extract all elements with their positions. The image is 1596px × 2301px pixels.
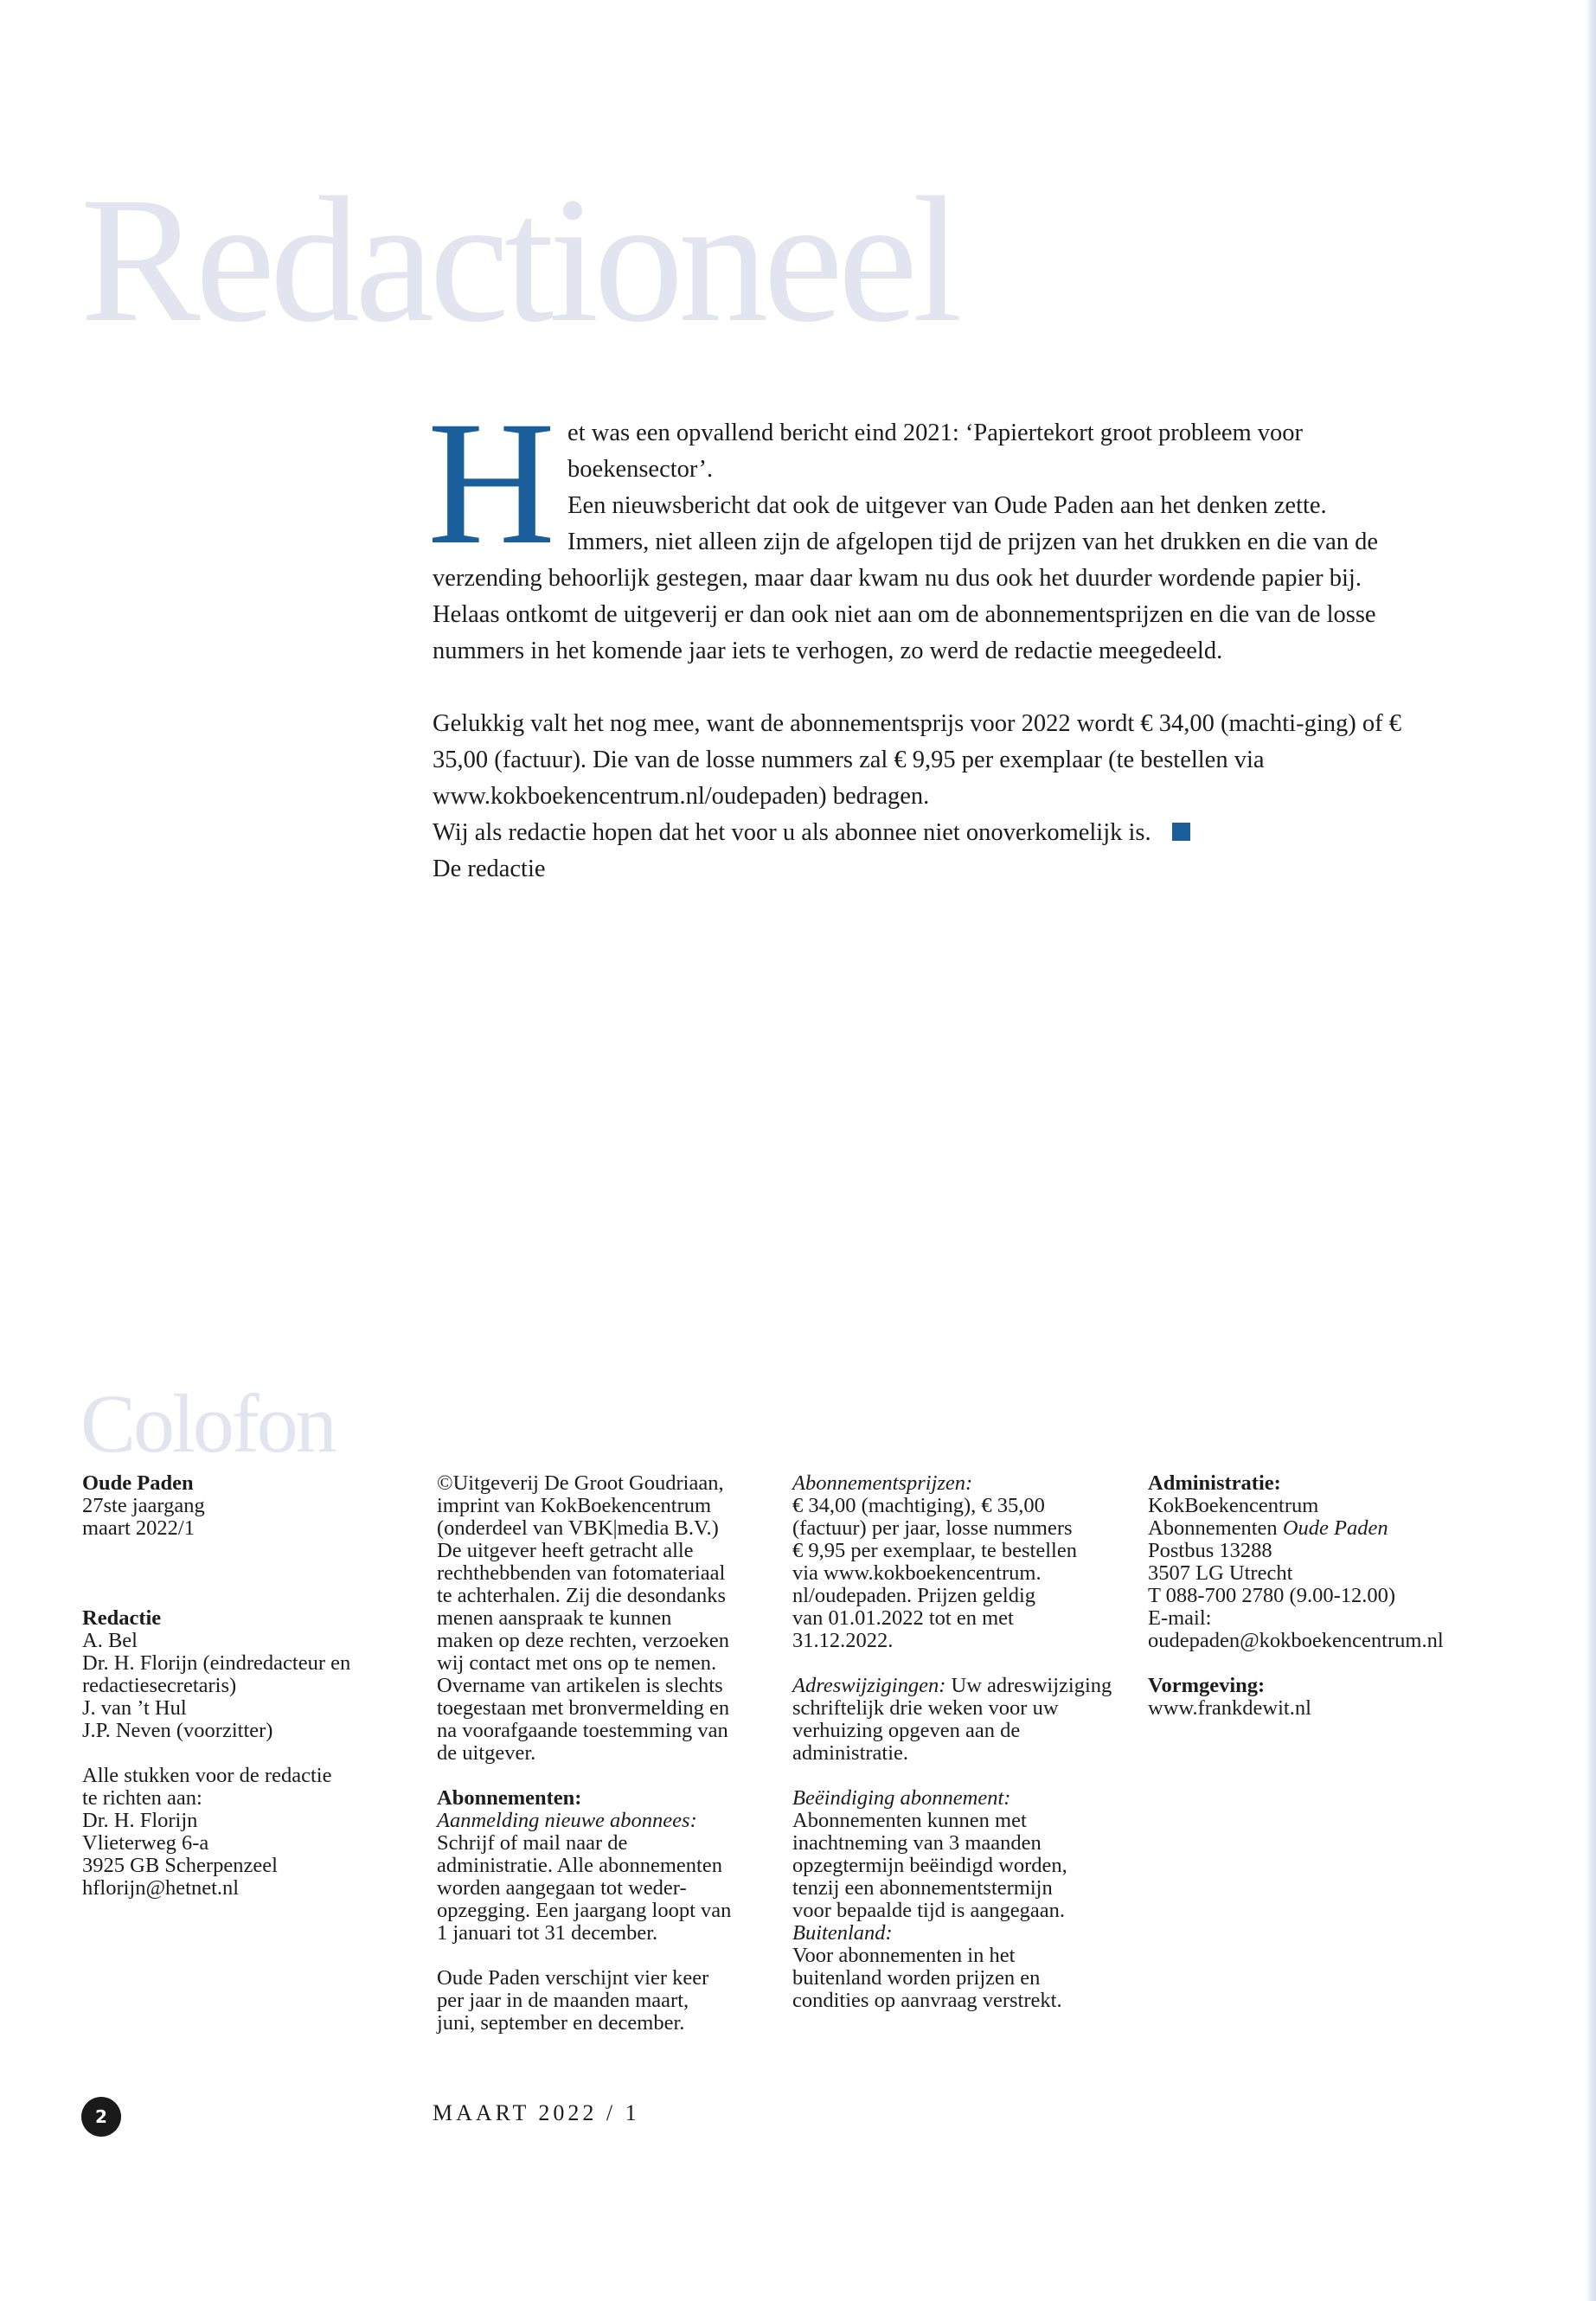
copyright-line: De uitgever heeft getracht alle bbox=[437, 1539, 694, 1562]
article-signature: De redactie bbox=[433, 856, 546, 882]
colofon-column-2 bbox=[437, 1472, 783, 2035]
frequency-line: per jaar in de maanden maart, bbox=[437, 1989, 689, 2012]
magazine-name: Oude Paden bbox=[82, 1471, 194, 1495]
article-paragraph-3: Immers, niet alleen zijn de afgelopen tijd de prijzen van het drukken en die van de verzending behoorlijk gestegen, maar daar kwam nu dus ook het duurder wordende papier bij. bbox=[433, 529, 1379, 592]
page-number-badge: 2 bbox=[81, 2097, 121, 2137]
copyright-line: menen aanspraak te kunnen bbox=[437, 1606, 672, 1630]
buitenland-label: Buitenland: bbox=[792, 1921, 893, 1945]
redactie-member: redactiesecretaris) bbox=[82, 1674, 237, 1697]
issue-label: MAART 2022 / 1 bbox=[433, 2100, 640, 2125]
beeindiging-line: tenzij een abonnementstermijn bbox=[792, 1876, 1053, 1900]
redactie-heading: Redactie bbox=[82, 1606, 162, 1630]
article-paragraph-4: Helaas ontkomt de uitgeverij er dan ook niet aan om de abonnementsprijzen en die van de losse nummers in het komende jaar iets te verhogen, zo werd de redactie meegedeeld. bbox=[433, 601, 1376, 664]
administratie-heading: Administratie: bbox=[1148, 1471, 1281, 1495]
adreswijziging-line: verhuizing opgeven aan de bbox=[792, 1719, 1021, 1742]
prijzen-line: € 34,00 (machtiging), € 35,00 bbox=[792, 1494, 1045, 1517]
prijzen-line: nl/oudepaden. Prijzen geldig bbox=[792, 1584, 1035, 1607]
address-line: Dr. H. Florijn bbox=[82, 1809, 198, 1832]
aanmelding-line: administratie. Alle abonnementen bbox=[437, 1854, 722, 1877]
volume: 27ste jaargang bbox=[82, 1494, 205, 1517]
frequency-line: juni, september en december. bbox=[437, 2011, 685, 2035]
adreswijziging-first: Uw adreswijziging bbox=[945, 1674, 1112, 1697]
colofon-title: Colofon bbox=[80, 1377, 335, 1470]
adreswijziging-line: administratie. bbox=[792, 1741, 909, 1765]
beeindiging-line: voor bepaalde tijd is aangegaan. bbox=[792, 1899, 1065, 1922]
article-paragraph-6-text: Wij als redactie hopen dat het voor u als abonnee niet onoverkomelijk is. bbox=[433, 819, 1151, 846]
admin-phone: T 088-700 2780 (9.00-12.00) bbox=[1148, 1584, 1396, 1607]
admin-city: 3507 LG Utrecht bbox=[1148, 1561, 1293, 1585]
end-mark-icon bbox=[1172, 823, 1190, 841]
copyright-line: toegestaan met bronvermelding en bbox=[437, 1696, 730, 1720]
address-line: Vlieterweg 6-a bbox=[82, 1831, 209, 1855]
address-line: 3925 GB Scherpenzeel bbox=[82, 1854, 278, 1877]
adreswijziging-label: Adreswijzigingen: bbox=[792, 1674, 946, 1697]
prijzen-line: € 9,95 per exemplaar, te bestellen bbox=[792, 1539, 1077, 1562]
copyright-line: Overname van artikelen is slechts bbox=[437, 1674, 723, 1697]
vormgeving-heading: Vormgeving: bbox=[1148, 1674, 1266, 1697]
copyright-line: te achterhalen. Zij die desondanks bbox=[437, 1584, 727, 1607]
prijzen-line: via www.kokboekencentrum. bbox=[792, 1561, 1042, 1585]
issue-date: maart 2022/1 bbox=[82, 1516, 195, 1540]
aanmelding-label: Aanmelding nieuwe abonnees: bbox=[437, 1809, 697, 1832]
vormgeving-website: www.frankdewit.nl bbox=[1148, 1696, 1311, 1720]
article-paragraph-6 bbox=[433, 815, 1453, 851]
page-edge-decoration bbox=[1586, 0, 1596, 2301]
beeindiging-line: inachtneming van 3 maanden bbox=[792, 1831, 1042, 1855]
copyright-line: (onderdeel van VBK|media B.V.) bbox=[437, 1516, 719, 1540]
buitenland-line: buitenland worden prijzen en bbox=[792, 1966, 1041, 1990]
address-line: Alle stukken voor de redactie bbox=[82, 1764, 332, 1787]
abonnementen-heading: Abonnementen: bbox=[437, 1786, 582, 1810]
page-title: Redactioneel bbox=[80, 160, 958, 359]
redactie-member: Dr. H. Florijn (eindredacteur en bbox=[82, 1651, 351, 1675]
aanmelding-line: Schrijf of mail naar de bbox=[437, 1831, 628, 1855]
admin-org: KokBoekencentrum bbox=[1148, 1494, 1319, 1517]
buitenland-line: Voor abonnementen in het bbox=[792, 1944, 1016, 1967]
copyright-line: na voorafgaande toestemming van bbox=[437, 1719, 728, 1742]
admin-email-label: E-mail: bbox=[1148, 1606, 1212, 1630]
prijzen-line: (factuur) per jaar, losse nummers bbox=[792, 1516, 1073, 1540]
copyright-line: maken op deze rechten, verzoeken bbox=[437, 1629, 730, 1652]
redactie-member: A. Bel bbox=[82, 1629, 138, 1652]
colofon-column-1 bbox=[82, 1472, 428, 1900]
redactie-member: J. van ’t Hul bbox=[82, 1696, 187, 1720]
admin-email: oudepaden@kokboekencentrum.nl bbox=[1148, 1629, 1444, 1652]
article-paragraph-5: Gelukkig valt het nog mee, want de abonnementsprijs voor 2022 wordt € 34,00 (machti-ging) of € 35,00 (factuur). Die van de losse nummers zal € 9,95 per exemplaar (te bestellen via www.kokboekencentrum.nl/oudepaden) bedragen. bbox=[433, 710, 1401, 810]
editorial-article bbox=[427, 385, 1453, 888]
beeindiging-label: Beëindiging abonnement: bbox=[792, 1786, 1011, 1810]
colofon-column-4 bbox=[1148, 1472, 1511, 1720]
adreswijziging-line bbox=[792, 1675, 1138, 1697]
article-paragraph-2: Een nieuwsbericht dat ook de uitgever van Oude Paden aan het denken zette. bbox=[567, 492, 1327, 519]
prijzen-line: 31.12.2022. bbox=[792, 1629, 894, 1652]
admin-abon-name: Oude Paden bbox=[1282, 1516, 1388, 1540]
adreswijziging-line: schriftelijk drie weken voor uw bbox=[792, 1696, 1059, 1720]
address-line: te richten aan: bbox=[82, 1786, 202, 1810]
admin-abonnementen bbox=[1148, 1517, 1511, 1540]
drop-cap: H bbox=[427, 385, 556, 581]
copyright-line: de uitgever. bbox=[437, 1741, 536, 1765]
copyright-line: ©Uitgeverij De Groot Goudriaan, bbox=[437, 1471, 724, 1495]
copyright-line: imprint van KokBoekencentrum bbox=[437, 1494, 712, 1517]
aanmelding-line: worden aangegaan tot weder- bbox=[437, 1876, 687, 1900]
redactie-email: hflorijn@hetnet.nl bbox=[82, 1876, 240, 1900]
aanmelding-line: 1 januari tot 31 december. bbox=[437, 1921, 658, 1945]
admin-abon-prefix: Abonnementen bbox=[1148, 1516, 1283, 1540]
prijzen-line: van 01.01.2022 tot en met bbox=[792, 1606, 1014, 1630]
aanmelding-line: opzegging. Een jaargang loopt van bbox=[437, 1899, 732, 1922]
admin-postbus: Postbus 13288 bbox=[1148, 1539, 1272, 1562]
colofon-column-3 bbox=[792, 1472, 1138, 2012]
copyright-line: wij contact met ons op te nemen. bbox=[437, 1651, 717, 1675]
copyright-line: rechthebbenden van fotomateriaal bbox=[437, 1561, 726, 1585]
beeindiging-line: opzegtermijn beëindigd worden, bbox=[792, 1854, 1067, 1877]
frequency-line: Oude Paden verschijnt vier keer bbox=[437, 1966, 709, 1990]
prijzen-label: Abonnementsprijzen: bbox=[792, 1471, 973, 1495]
article-paragraph-1-text: et was een opvallend bericht eind 2021: ‘Papiertekort groot probleem voor boekensector’. bbox=[567, 420, 1304, 483]
buitenland-line: condities op aanvraag verstrekt. bbox=[792, 1989, 1062, 2012]
beeindiging-line: Abonnementen kunnen met bbox=[792, 1809, 1027, 1832]
redactie-member: J.P. Neven (voorzitter) bbox=[82, 1719, 273, 1742]
